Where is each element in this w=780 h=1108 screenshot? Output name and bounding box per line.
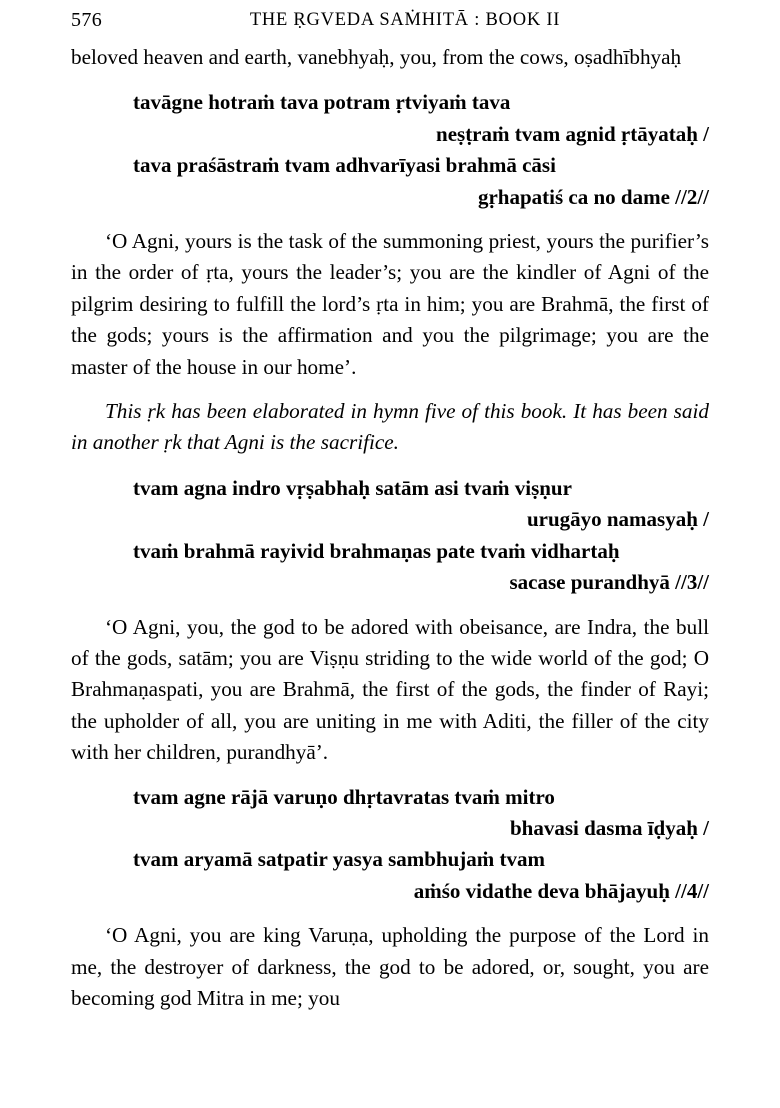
verse-line: bhavasi dasma īḍyaḥ /	[510, 815, 709, 840]
spacer	[71, 73, 709, 87]
verse-line: sacase purandhyā //3//	[509, 570, 709, 595]
verse-line: urugāyo namasyaḥ /	[526, 507, 709, 532]
verse-line: tavāgne hotraṁ tava potram ṛtviyaṁ tava	[133, 90, 511, 115]
translation-verse-2: ‘O Agni, yours is the task of the summoning priest, yours the purifier’s in the order of ṛta, yours the leader’s; you are the kindler of Agni of the pilgrim desiring to fulfill the lord’s ṛta in him; you are Brahmā, the first of the gods; yours is the affirmation and you the pilgrimage; you are the master of the house in our home’.	[71, 229, 709, 379]
running-head-title: THE ṚGVEDA SAṀHITĀ : BOOK II	[249, 10, 561, 30]
verse-line: aṁśo vidathe deva bhājayuḥ //4//	[413, 878, 709, 903]
spacer	[71, 213, 709, 226]
verse-block-4	[71, 782, 709, 908]
running-head	[71, 0, 709, 42]
verse-block-2	[71, 87, 709, 213]
verse-line: tava praśāstraṁ tvam adhvarīyasi brahmā cāsi	[133, 153, 556, 178]
paragraph-continued: beloved heaven and earth, vanebhyaḥ, you, from the cows, oṣadhībhyaḥ	[71, 45, 682, 69]
page-number: 576	[71, 9, 103, 31]
spacer	[71, 769, 709, 782]
verse-line: tvam aryamā satpatir yasya sambhujaṁ tvam	[133, 847, 546, 872]
commentary-note: This ṛk has been elaborated in hymn five of this book. It has been said in another ṛk that Agni is the sacrifice.	[71, 399, 709, 455]
translation-verse-3: ‘O Agni, you, the god to be adored with obeisance, are Indra, the bull of the gods, satām; you are Viṣṇu striding to the wide world of the god; O Brahmaṇaspati, you are Brahmā, the first of the gods, the finder of Rayi; the upholder of all, you are uniting in me with Aditi, the filler of the city with her children, purandhyā’.	[71, 614, 709, 765]
verse-block-3	[71, 473, 709, 599]
verse-line: tvam agne rājā varuṇo dhṛtavratas tvaṁ mitro	[133, 784, 555, 809]
spacer	[71, 599, 709, 612]
verse-line: tvaṁ brahmā rayivid brahmaṇas pate tvaṁ vidhartaḥ	[133, 538, 620, 563]
verse-line: neṣṭraṁ tvam agnid ṛtāyataḥ /	[436, 121, 709, 146]
spacer	[71, 459, 709, 473]
verse-line: tvam agna indro vṛṣabhaḥ satām asi tvaṁ viṣṇur	[133, 475, 572, 500]
spacer	[71, 907, 709, 920]
spacer	[71, 383, 709, 396]
text-column	[71, 42, 709, 1014]
verse-line: gṛhapatiś ca no dame //2//	[477, 184, 709, 209]
translation-verse-4: ‘O Agni, you are king Varuṇa, upholding the purpose of the Lord in me, the destroyer of darkness, the god to be adored, or, sought, you are becoming god Mitra in me; you	[71, 923, 709, 1010]
